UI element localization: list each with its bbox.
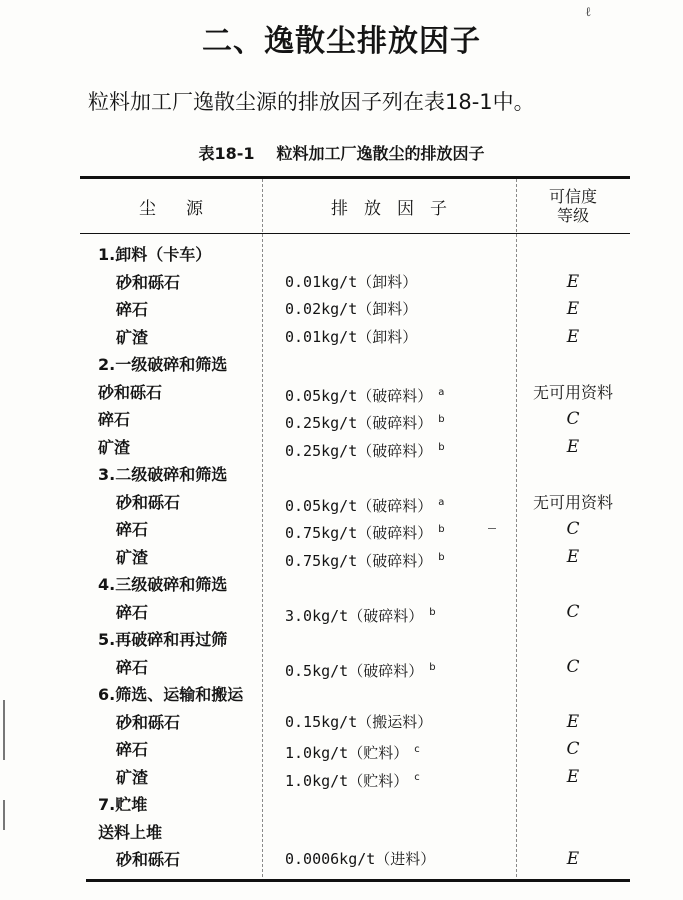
table-caption [0,141,683,164]
table-row [0,736,683,764]
factor-value: 0.75kg/t（破碎料） [285,551,433,570]
table-row [0,406,683,434]
factor-cell [285,296,417,324]
source-cell: 7.贮堆 [98,795,148,814]
table-bottom-rule [86,879,630,882]
factor-cell [285,736,420,764]
factor-value: 0.25kg/t（破碎料） [285,441,433,460]
rating-cell: E [566,849,580,869]
factor-value: 0.5kg/t（破碎料） [285,661,424,680]
table-row [0,434,683,462]
table-row [0,241,683,269]
factor-value: 0.01kg/t（卸料） [285,272,418,291]
source-cell: 碎石 [116,520,149,539]
table-caption-number: 表18-1 [198,144,255,163]
factor-value: 0.25kg/t（破碎料） [285,414,433,432]
intro-paragraph: 粒料加工厂逸散尘源的排放因子列在表18-1中。 [88,90,535,114]
factor-cell [285,269,417,297]
table-row [0,379,683,407]
factor-value: 0.02kg/t（卸料） [285,300,418,318]
table-row [0,571,683,599]
source-cell: 碎石 [116,740,149,759]
footnote-marker: a [438,386,445,398]
footnote-marker: c [414,771,420,783]
table-body [0,241,683,874]
footnote-marker: b [438,414,445,425]
table-row [0,791,683,819]
rating-cell: E [566,326,580,347]
table-row [0,269,683,297]
factor-value: 0.75kg/t（破碎料） [285,524,433,542]
rating-cell: E [566,546,580,567]
source-cell: 砂和砾石 [98,382,163,402]
rating-cell: C [566,739,580,759]
table-row [0,654,683,682]
factor-value: 0.05kg/t（破碎料） [285,386,433,405]
table-header-rule [80,233,630,234]
footnote-marker: b [438,524,445,535]
factor-cell [285,406,445,434]
rating-cell: C [566,656,580,677]
corner-mark: ℓ [585,5,592,20]
source-cell: 矿渣 [116,767,149,787]
table-caption-title: 粒料加工厂逸散尘的排放因子 [276,144,485,163]
rating-cell: E [566,271,580,292]
factor-value: 3.0kg/t（破碎料） [285,606,424,625]
source-cell: 碎石 [116,602,149,622]
source-cell: 碎石 [98,410,131,429]
factor-value: 0.0006kg/t（进料） [285,850,436,868]
factor-cell [285,324,417,352]
header-factor: 排放因子 [331,198,463,219]
footnote-marker: b [438,441,445,453]
source-cell: 1.卸料（卡车） [98,245,212,264]
source-cell: 砂和砾石 [116,272,181,292]
margin-mark [3,800,5,830]
source-cell: 砂和砾石 [116,850,181,869]
footnote-marker: a [438,496,445,508]
factor-value: 1.0kg/t（贮料） [285,771,409,790]
factor-value: 0.05kg/t（破碎料） [285,496,433,515]
rating-cell: C [566,601,580,622]
header-rating-line2: 等级 [556,206,589,225]
factor-cell [285,544,445,572]
factor-cell [285,379,444,407]
table-row [0,681,683,709]
section-title: 二、逸散尘排放因子 [202,24,481,59]
rating-cell: E [566,766,580,787]
factor-cell [285,489,444,517]
source-cell: 5.再破碎和再过筛 [98,630,228,649]
header-source: 尘源 [139,198,233,219]
table-row [0,764,683,792]
source-cell: 矿渣 [116,327,149,347]
rating-cell: E [566,299,580,319]
source-cell: 2.一级破碎和筛选 [98,355,228,374]
table-row [0,846,683,874]
factor-cell [285,434,445,462]
header-rating-line1: 可信度 [548,187,597,206]
rating-cell: 无可用资料 [532,382,613,402]
source-cell: 4.三级破碎和筛选 [98,575,228,594]
table-row [0,351,683,379]
table-row [0,626,683,654]
stray-mark [488,528,496,529]
source-cell: 3.二级破碎和筛选 [98,465,228,484]
factor-cell [285,599,436,627]
factor-value: 0.01kg/t（卸料） [285,327,418,346]
table-row [0,461,683,489]
source-cell: 碎石 [116,300,149,319]
table-row [0,544,683,572]
table-row [0,296,683,324]
source-cell: 砂和砾石 [116,492,181,512]
table-row [0,709,683,737]
source-cell: 碎石 [116,657,149,677]
factor-cell [285,764,420,792]
margin-mark [3,700,5,760]
factor-cell [285,709,432,737]
table-row [0,324,683,352]
rating-cell: E [566,436,580,457]
source-cell: 砂和砾石 [116,712,181,732]
rating-cell: C [566,409,580,429]
factor-cell [285,846,435,874]
table-row [0,516,683,544]
header-rating [516,179,630,233]
source-cell: 6.筛选、运输和搬运 [98,685,244,704]
footnote-marker: b [438,551,445,563]
footnote-marker: c [414,744,420,755]
rating-cell: E [566,711,580,732]
source-cell: 矿渣 [116,547,149,567]
factor-cell [285,516,445,544]
rating-cell: C [566,519,580,539]
factor-value: 0.15kg/t（搬运料） [285,712,433,731]
footnote-marker: b [429,606,436,618]
source-cell: 矿渣 [98,437,131,457]
factor-value: 1.0kg/t（贮料） [285,744,409,762]
footnote-marker: b [429,661,436,673]
table-row [0,599,683,627]
factor-cell [285,654,436,682]
table-row [0,819,683,847]
source-cell: 送料上堆 [98,822,163,842]
table-row [0,489,683,517]
rating-cell: 无可用资料 [532,492,613,512]
